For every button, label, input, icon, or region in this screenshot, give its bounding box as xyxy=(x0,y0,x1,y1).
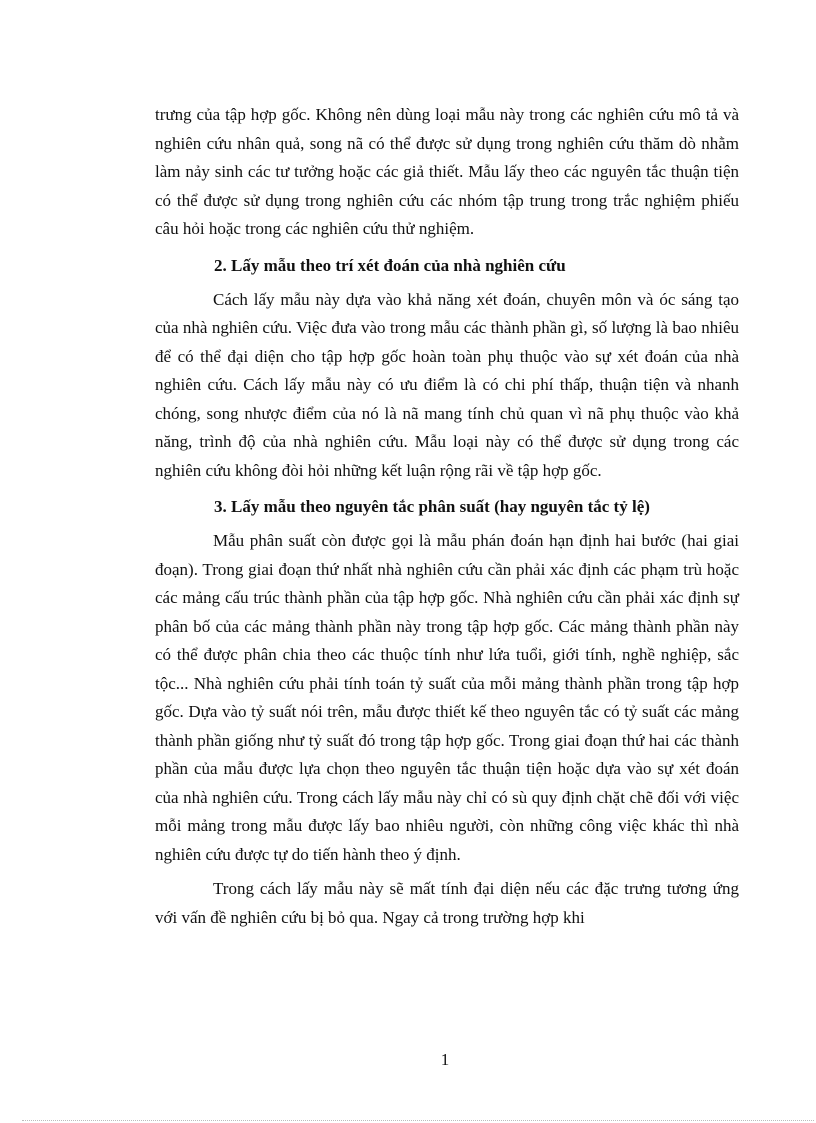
page-bottom-divider xyxy=(22,1120,814,1121)
paragraph-continued: trưng của tập hợp gốc. Không nên dùng loại mẫu này trong các nghiên cứu mô tả và nghiên cứu nhân quả, song nã có thể được sử dụng trong nghiên cứu thăm dò nhằm làm nảy sinh các tư tưởng hoặc các giả thiết. Mẫu lấy theo các nguyên tắc thuận tiện có thể được sử dụng trong nghiên cứu các nhóm tập trung trong trắc nghiệm phiếu câu hỏi hoặc trong các nghiên cứu thử nghiệm. xyxy=(155,105,739,238)
page-number: 1 xyxy=(440,1050,450,1069)
section-heading-2: 2. Lấy mẫu theo trí xét đoán của nhà nghiên cứu xyxy=(214,255,566,275)
section-3-paragraph-2: Trong cách lấy mẫu này sẽ mất tính đại diện nếu các đặc trưng tương ứng với vấn đề nghiên cứu bị bỏ qua. Ngay cả trong trường hợp khi xyxy=(155,879,739,927)
section-2-paragraph: Cách lấy mẫu này dựa vào khả năng xét đoán, chuyên môn và óc sáng tạo của nhà nghiên cứu. Việc đưa vào trong mẫu các thành phần gì, số lượng là bao nhiêu để có thể đại diện cho tập hợp gốc hoàn toàn phụ thuộc vào sự xét đoán của nhà nghiên cứu. Cách lấy mẫu này có ưu điểm là có chi phí thấp, thuận tiện và nhanh chóng, song nhược điểm của nó là nã mang tính chủ quan vì nã phụ thuộc vào khả năng, trình độ của nhà nghiên cứu. Mẫu loại này có thể được sử dụng trong các nghiên cứu không đòi hỏi những kết luận rộng rãi về tập hợp gốc. xyxy=(155,289,739,480)
document-body xyxy=(155,101,739,932)
section-heading-3: 3. Lấy mẫu theo nguyên tắc phân suất (hay nguyên tắc tỷ lệ) xyxy=(214,497,650,516)
section-3-paragraph-1: Mẫu phân suất còn được gọi là mẫu phán đoán hạn định hai bước (hai giai đoạn). Trong giai đoạn thứ nhất nhà nghiên cứu cần phải xác định các phạm trù hoặc các mảng cấu trúc thành phần của tập hợp gốc. Nhà nghiên cứu cần phải xác định sự phân bố của các mảng thành phần này trong tập hợp gốc. Các mảng thành phần này có thể được phân chia theo các thuộc tính như lứa tuổi, giới tính, nghề nghiệp, sắc tộc... Nhà nghiên cứu phải tính toán tỷ suất của mỗi mảng thành phần trong tập hợp gốc. Dựa vào tỷ suất nói trên, mẫu được thiết kế theo nguyên tắc có tỷ suất các mảng thành phần giống như tỷ suất đó trong tập hợp gốc. Trong giai đoạn thứ hai các thành phần của mẫu được lựa chọn theo nguyên tắc thuận tiện hoặc dựa vào sự xét đoán của nhà nghiên cứu. Trong cách lấy mẫu này chỉ có sù quy định chặt chẽ đối với việc mỗi mảng trong mẫu được lấy bao nhiêu người, còn những công việc khác thì nhà nghiên cứu được tự do tiến hành theo ý định. xyxy=(155,531,739,864)
